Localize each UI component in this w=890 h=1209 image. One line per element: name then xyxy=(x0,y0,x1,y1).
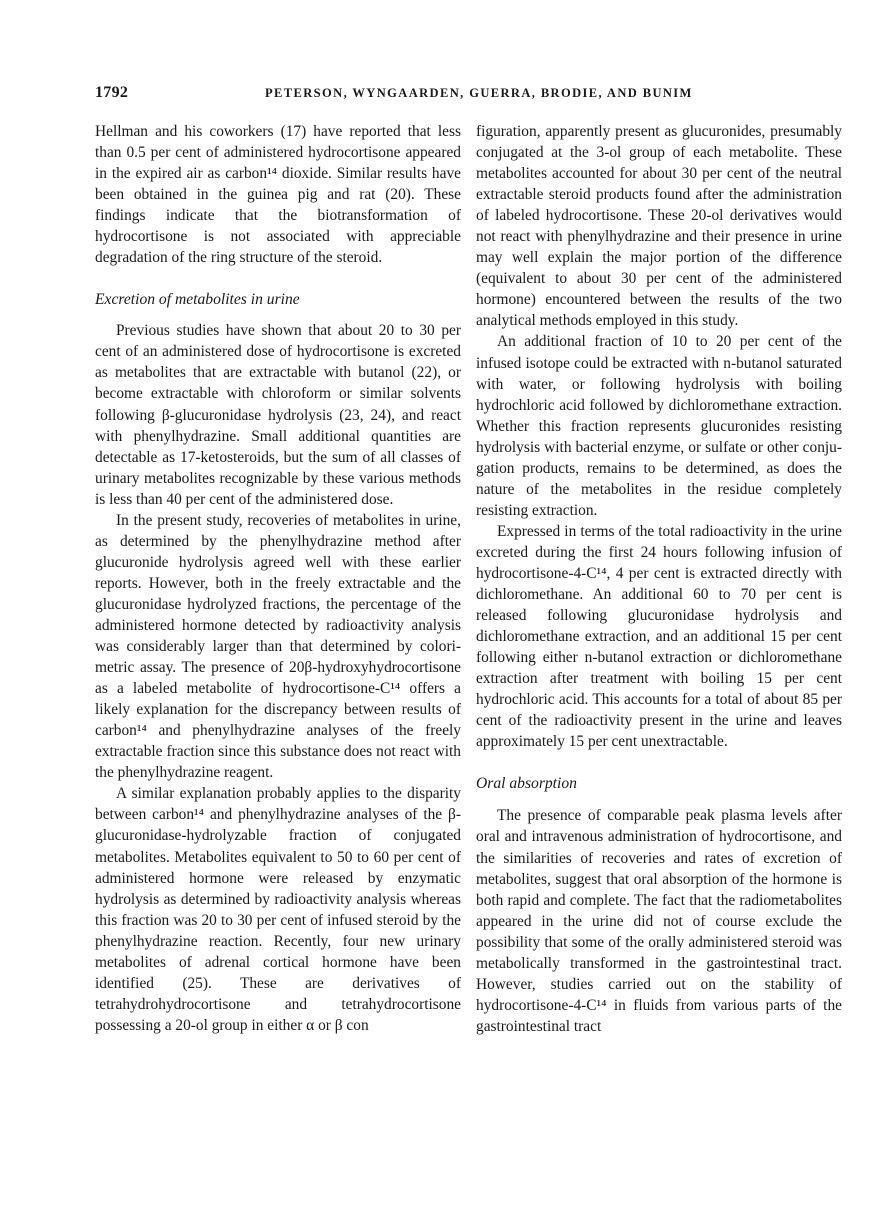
section-heading-excretion: Excretion of metabolites in urine xyxy=(95,291,300,309)
page-number: 1792 xyxy=(95,84,129,101)
paragraph-expressed-radioactivity: Expressed in terms of the total radioactivity in the urine excreted during the first 24 hours following infusion of hydrocortisone-4-C¹⁴, 4 per cent is extracted directly with dichloromethane. An additional 60 to 70 per cent is released following glucuronidase hydrolysis and dichloromethane extraction, and an additional 15 per cent following either n-butanol extraction or dichloromethane extraction after treatment with boiling 15 per cent hydrochloric acid. This accounts for a total of about 85 per cent of the radioactivity present in the urine and leaves approximately 15 per cent unextractable. xyxy=(476,522,842,751)
paragraph-present-study: In the present study, recoveries of metabolites in urine, as determined by the phenylhydrazine method after glucuronide hydrolysis agreed well with these earlier reports. However, both in the freely extractable and the glucuronidase hydrolyzed fractions, the percentage of the administered hormone detected by radioactivity analysis was considerably larger than that determined by colorimetric assay. The presence of 20β-hydroxyhydrocortisone as a labeled metabolite of hydrocortisone-C¹⁴ offers a likely explanation for the discrepancy between results of carbon¹⁴ and phenylhydrazine analyses of the freely extractable fraction since this substance does not react with the phenylhydrazine reagent. xyxy=(95,511,461,782)
paragraph-configuration: figuration, apparently present as glucuronides, presumably conjugated at the 3-ol group of each metabolite. These metabolites accounted for about 30 per cent of the neutral extractable steroid products found after the administration of labeled hydrocortisone. These 20-ol derivatives would not react with phenylhydrazine and their presence in urine may well explain the major portion of the difference (equivalent to about 30 per cent of the administered hormone) encountered between the results of the two analytical methods employed in this study. xyxy=(476,123,842,330)
paragraph-oral-absorption: The presence of comparable peak plasma levels after oral and intravenous administration of hydrocortisone, and the similarities of recoveries and rates of excretion of metabolites, suggest that oral absorption of the hormone is both rapid and complete. The fact that the radiometabolites appeared in the urine did not of course exclude the possibility that some of the orally administered steroid was metabolically transformed in the gastrointestinal tract. However, studies carried out on the stability of hydrocortisone-4-C¹⁴ in fluids from various parts of the gastrointestinal tract xyxy=(476,807,842,1035)
running-head: PETERSON, WYNGAARDEN, GUERRA, BRODIE, AND BUNIM xyxy=(265,86,693,100)
paragraph-previous-studies: Previous studies have shown that about 20 to 30 per cent of an administered dose of hydrocortisone is excreted as metabolites that are extractable with butanol (22), or become extractable with chloroform or similar solvents following β-glucuronidase hydrolysis (23, 24), and react with phenylhydrazine. Small additional quantities are detectable as 17-ketosteroids, but the sum of all classes of urinary metabolites recognizable by these various methods is less than 40 per cent of the administered dose. xyxy=(95,322,461,508)
left-column xyxy=(95,121,461,1036)
right-column xyxy=(476,121,842,1037)
section-heading-oral-absorption: Oral absorption xyxy=(476,775,577,793)
page-header xyxy=(95,84,795,108)
paragraph-similar-explanation: A similar explanation probably applies to the disparity between carbon¹⁴ and phenylhydrazine analyses of the β-glucuronidase-hydrolyzable fraction of conjugated metabolites. Metabolites equivalent to 50 to 60 per cent of administered hormone were released by enzymatic hydrolysis as determined by radioactivity analysis whereas this fraction was 20 to 30 per cent of infused steroid by the phenylhydrazine reaction. Recently, four new urinary metabolites of adrenal cortical hormone have been identified (25). These are derivatives of tetrahydrohydrocortisone and tetrahydrocortisone possessing a 20-ol group in either α or β con xyxy=(95,785,461,1034)
paragraph-additional-fraction: An additional fraction of 10 to 20 per cent of the infused isotope could be extracted with n-butanol saturated with water, or following hydrolysis with boiling hydrochloric acid followed by dichloromethane extraction. Whether this fraction represents glucuronides resisting hydrolysis with bacterial enzyme, or sulfate or other conjugation products, remains to be determined, as does the nature of the metabolites in the residue completely resisting extraction. xyxy=(476,333,842,519)
paragraph-hellman: Hellman and his coworkers (17) have reported that less than 0.5 per cent of administered hydrocortisone appeared in the expired air as carbon¹⁴ dioxide. Similar results have been obtained in the guinea pig and rat (20). These findings indicate that the biotransformation of hydrocortisone is not associated with appreciable degradation of the ring structure of the steroid. xyxy=(95,123,461,267)
